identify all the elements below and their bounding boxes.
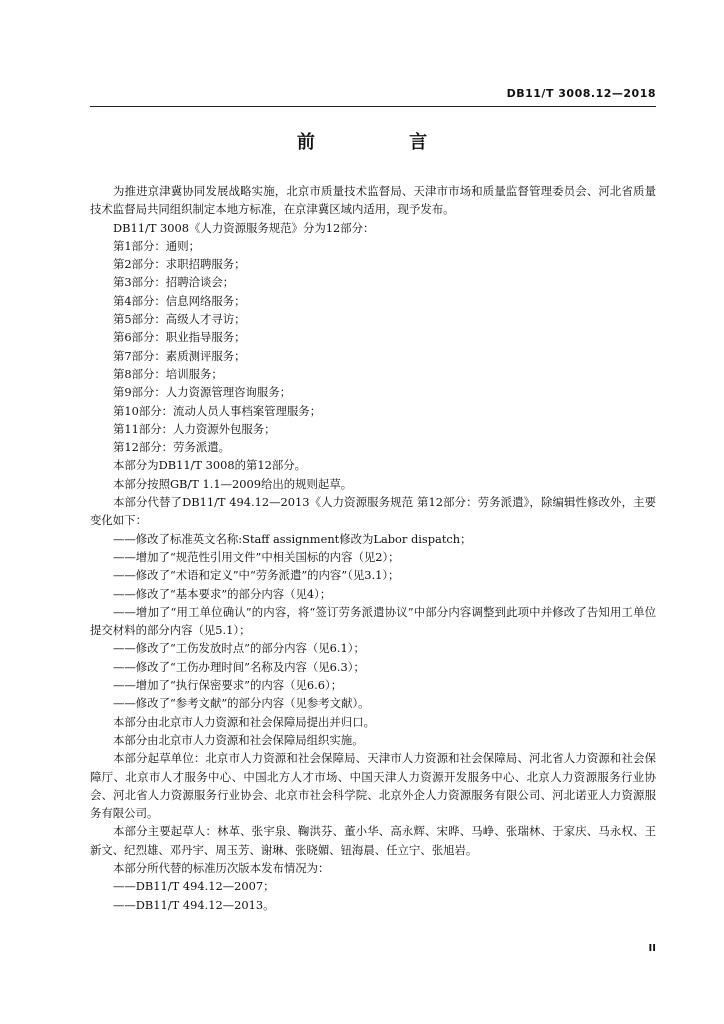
- list-item: 第1部分：通则；: [113, 238, 200, 253]
- paragraph: 本部分所代替的标准历次版本发布情况为：: [113, 860, 330, 875]
- list-item: 第2部分：求职招聘服务；: [113, 257, 246, 272]
- paragraph: 本部分代替了DB11/T 494.12—2013《人力资源服务规范 第12部分：劳务派遣》，除编辑性修改外，主要变化如下：: [90, 495, 656, 528]
- list-item: 第10部分：流动人员人事档案管理服务；: [113, 403, 322, 418]
- header-rule: [90, 106, 656, 107]
- page-number: II: [648, 943, 656, 954]
- list-item: 第6部分：职业指导服务；: [113, 330, 246, 345]
- list-item: 第12部分：劳务派遣。: [113, 440, 231, 455]
- paragraph: 本部分按照GB/T 1.1—2009给出的规则起草。: [113, 476, 353, 491]
- paragraph: 为推进京津冀协同发展战略实施，北京市质量技术监督局、天津市市场和质量监督管理委员会、河北省质量技术监督局共同组织制定本地方标准，在京津冀区域内适用，现予发布。: [90, 184, 656, 217]
- list-item: 第3部分：招聘洽谈会；: [113, 275, 235, 290]
- change-item: ——修改了“基本要求”的部分内容（见4）；: [113, 586, 332, 601]
- paragraph: DB11/T 3008《人力资源服务规范》分为12部分：: [113, 220, 375, 235]
- change-item: ——修改了标准英文名称:Staff assignment修改为Labor dispatch；: [113, 531, 472, 546]
- list-item: 第5部分：高级人才寻访；: [113, 312, 246, 327]
- paragraph: 本部分为DB11/T 3008的第12部分。: [113, 458, 307, 473]
- version-item: ——DB11/T 494.12—2013。: [113, 897, 275, 912]
- page-title: 前 言: [296, 132, 472, 153]
- drafting-units: 本部分起草单位：北京市人力资源和社会保障局、天津市人力资源和社会保障局、河北省人力资源和社会保障厅、北京市人才服务中心、中国北方人才市场、中国天津人力资源开发服务中心、北京人力资源服务行业协会、河北省人力资源服务行业协会、北京市社会科学院、北京外企人力资源服务有限公司、河北诺亚人力资源服务有限公司。: [90, 751, 656, 821]
- change-item: ——修改了“术语和定义”中“劳务派遣”的内容”（见3.1）；: [113, 568, 400, 583]
- list-item: 第11部分：人力资源外包服务；: [113, 421, 276, 436]
- list-item: 第9部分：人力资源管理咨询服务；: [113, 385, 292, 400]
- foreword-body: [90, 182, 656, 914]
- paragraph: 本部分由北京市人力资源和社会保障局组织实施。: [113, 732, 364, 747]
- list-item: 第8部分：培训服务；: [113, 366, 223, 381]
- document-code: DB11/T 3008.12—2018: [506, 87, 656, 100]
- version-item: ——DB11/T 494.12—2007；: [113, 879, 275, 894]
- change-item: ——增加了“执行保密要求”的内容（见6.6）；: [113, 678, 343, 693]
- change-item: ——增加了“用工单位确认”的内容，将“签订劳务派遣协议”中部分内容调整到此项中并修改了告知用工单位提交材料的部分内容（见5.1）；: [90, 604, 656, 638]
- drafters: 本部分主要起草人：林革、张宇泉、鞠洪芬、董小华、高永辉、宋晔、马峥、张瑞林、于家庆、马永权、王新文、纪烈雄、邓丹宇、周玉芳、谢琳、张晓媚、钮海晨、任立宁、张旭岩。: [90, 824, 656, 857]
- paragraph: 本部分由北京市人力资源和社会保障局提出并归口。: [113, 714, 375, 729]
- list-item: 第7部分：素质测评服务；: [113, 348, 246, 363]
- change-item: ——增加了“规范性引用文件”中相关国标的内容（见2）；: [113, 549, 400, 564]
- change-item: ——修改了“参考文献”的部分内容（见参考文献）。: [113, 696, 370, 711]
- list-item: 第4部分：信息网络服务；: [113, 293, 246, 308]
- change-item: ——修改了“工伤发放时点”的部分内容（见6.1）；: [113, 641, 365, 656]
- change-item: ——修改了“工伤办理时间”名称及内容（见6.3）；: [113, 659, 365, 674]
